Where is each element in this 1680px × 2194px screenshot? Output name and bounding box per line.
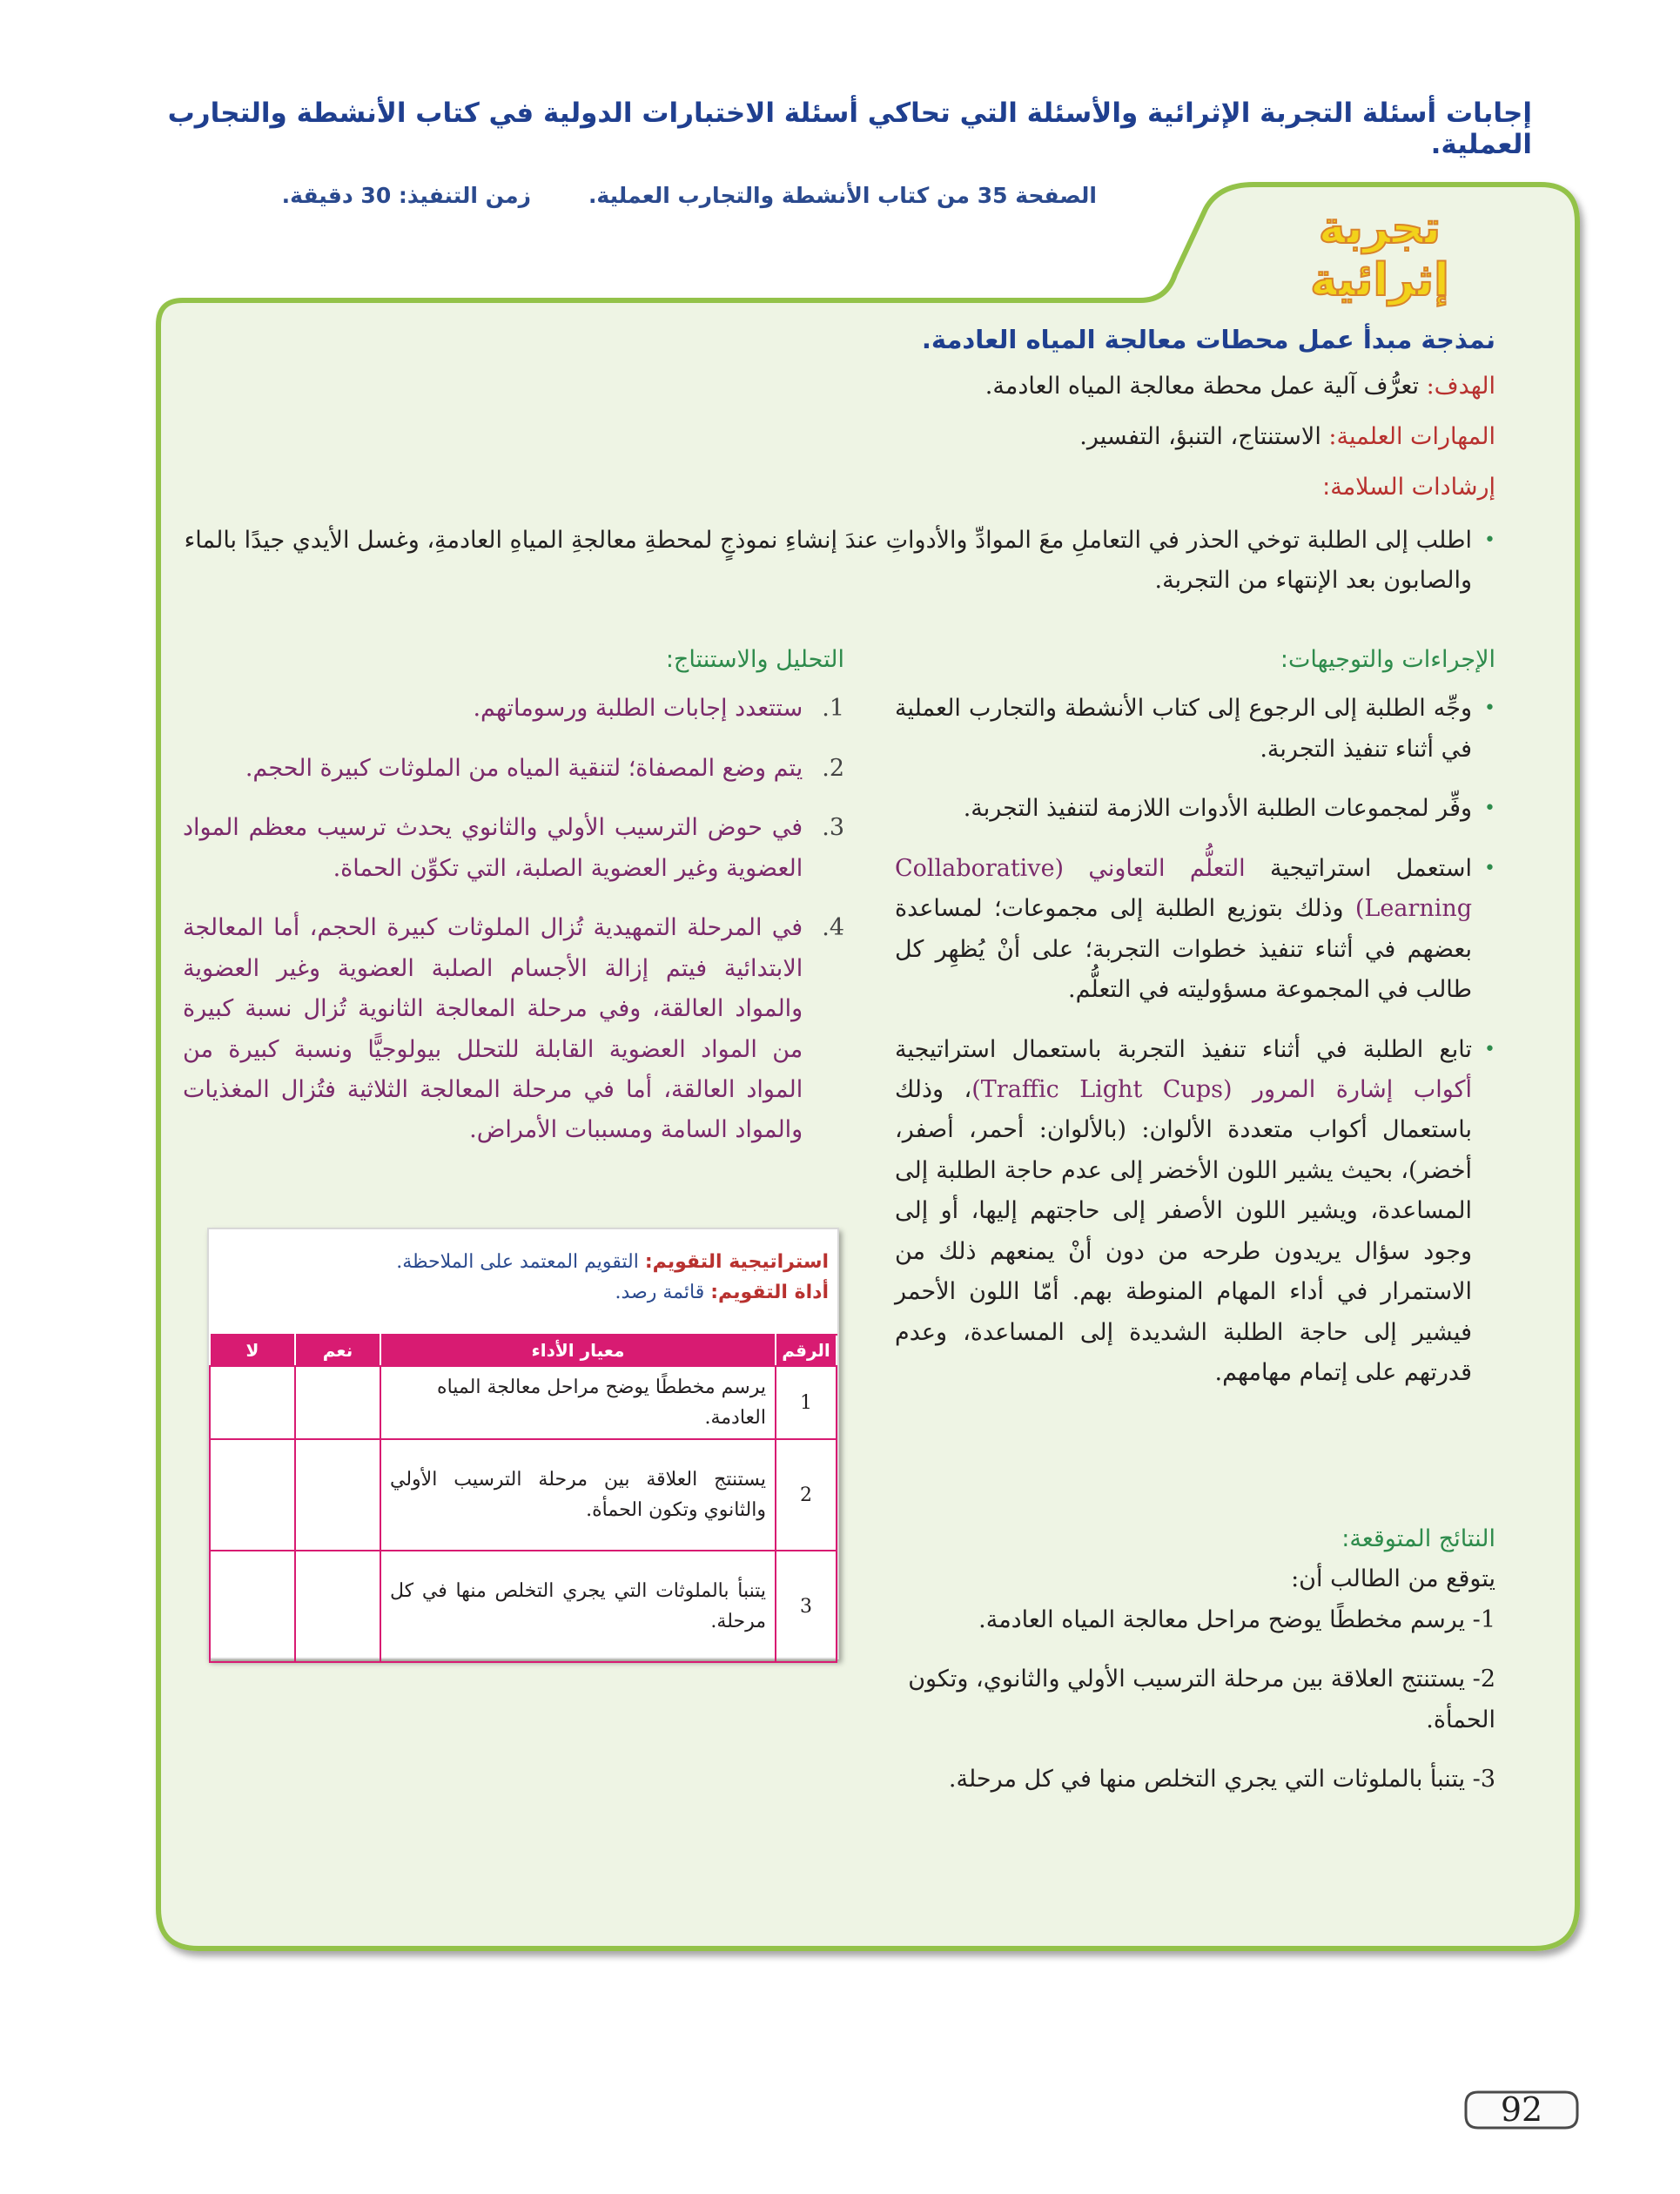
- result-item: 2- يستنتج العلاقة بين مرحلة الترسيب الأولي والثانوي، وتكون الحمأة.: [908, 1666, 1495, 1733]
- results-intro: يتوقع من الطالب أن:: [1291, 1565, 1495, 1593]
- table-row: 3 يتنبأ بالملوثات التي يجري التخلص منها في كل مرحلة.: [210, 1551, 837, 1662]
- yes-cell[interactable]: [295, 1366, 380, 1439]
- table-header-row: [210, 1335, 837, 1366]
- evaluation-box: [207, 1228, 839, 1659]
- procedure-item: • وفِّر لمجموعات الطلبة الأدوات اللازمة لتنفيذ التجربة.: [895, 789, 1495, 829]
- safety-item: [111, 521, 1495, 601]
- strategy-name: التعلُّم التعاوني (Collaborative Learning): [895, 854, 1473, 923]
- bullet-icon: •: [1484, 529, 1495, 551]
- safety-text: اطلب إلى الطلبة توخي الحذر في التعاملِ معَ الموادِّ والأدواتِ عندَ إنشاءِ نموذجٍ لمحطةِ معالجةِ المياهِ العادمةِ، وغسل الأيدي جيدًا بالماء والصابون بعد الإنتهاء من التجربة.: [184, 527, 1473, 594]
- skills-label: المهارات العلمية:: [1328, 423, 1495, 450]
- page-reference: الصفحة 35 من كتاب الأنشطة والتجارب العملية.: [588, 183, 1097, 208]
- analysis-label: التحليل والاستنتاج:: [665, 646, 844, 673]
- goal-line: [985, 373, 1495, 400]
- analysis-column: [183, 640, 844, 1170]
- skills-line: [1079, 423, 1495, 450]
- analysis-item: 3. في حوض الترسيب الأولي والثانوي يحدث ترسيب معظم المواد العضوية وغير العضوية الصلبة، التي تكوِّن الحماة.: [183, 814, 844, 882]
- result-item: 1- يرسم مخططًا يوضح مراحل معالجة المياه العادمة.: [978, 1605, 1495, 1633]
- goal-text: تعرُّف آلية عمل محطة معالجة المياه العادمة.: [984, 373, 1427, 400]
- column-header: نعم: [295, 1335, 380, 1366]
- skills-text: الاستنتاج، التنبؤ، التفسير.: [1079, 423, 1329, 450]
- procedures-column: [895, 640, 1495, 1412]
- page-number: 92: [1500, 2090, 1543, 2129]
- experiment-title: نمذجة مبدأ عمل محطات معالجة المياه العادمة.: [921, 325, 1495, 354]
- table-row: 1 يرسم مخططًا يوضح مراحل معالجة المياه العادمة.: [210, 1366, 837, 1439]
- goal-label: الهدف:: [1426, 373, 1495, 400]
- no-cell[interactable]: [210, 1551, 295, 1662]
- page-header: إجابات أسئلة التجربة الإثرائية والأسئلة التي تحاكي أسئلة الاختبارات الدولية في كتاب الأنشطة والتجارب العملية.: [167, 98, 1532, 160]
- evaluation-tool: أداة التقويم: قائمة رصد.: [615, 1282, 829, 1304]
- checklist-table: [209, 1334, 837, 1663]
- enrichment-experiment-title: تجربة إثرائية: [1310, 202, 1449, 306]
- safety-label: إرشادات السلامة:: [1322, 474, 1495, 501]
- bullet-icon: •: [1484, 857, 1495, 879]
- no-cell[interactable]: [210, 1366, 295, 1439]
- results-label: النتائج المتوقعة:: [1341, 1525, 1495, 1552]
- procedure-item: • وجِّه الطلبة إلى الرجوع إلى كتاب الأنشطة والتجارب العملية في أثناء تنفيذ التجربة.: [895, 689, 1495, 770]
- evaluation-header: [209, 1229, 837, 1308]
- procedure-item: • تابع الطلبة في أثناء تنفيذ التجربة باستعمال استراتيجية أكواب إشارة المرور (Traffic Light Cups)، وذلك باستعمال أكواب متعددة الألوان: (بالألوان: أحمر، أصفر، أخضر)، بحيث يشير اللون الأخضر إلى عدم حاجة الطلبة إلى المساعدة، ويشير اللون الأصفر إلى حاجتهم إليها، أو إلى وجود سؤال يريدون طرحه من دون أنْ يمنعهم ذلك من الاستمرار في أداء المهام المنوطة بهم. أمّا اللون الأحمر فيشير إلى حاجة الطلبة الشديدة إلى المساعدة، وعدم قدرتهم على إتمام مهامهم.: [895, 1030, 1495, 1394]
- results-section: [895, 1519, 1495, 1800]
- column-header: الرقم: [776, 1335, 837, 1366]
- procedures-label: الإجراءات والتوجيهات:: [1280, 646, 1495, 673]
- result-item: 3- يتنبأ بالملوثات التي يجري التخلص منها في كل مرحلة.: [948, 1766, 1495, 1794]
- column-header: معيار الأداء: [380, 1335, 776, 1366]
- bullet-icon: •: [1484, 1038, 1495, 1060]
- analysis-item: 4. في المرحلة التمهيدية تُزال الملوثات كبيرة الحجم، أما المعالجة الابتدائية فيتم إزالة الأجسام الصلبة العضوية وغير العضوية والمواد العالقة، وفي مرحلة المعالجة الثانوية تُزال نسبة كبيرة من المواد العضوية القابلة للتحلل بيولوجيًّا ونسبة كبيرة من المواد العالقة، أما في مرحلة المعالجة الثلاثية فتُزال المغذيات والمواد السامة ومسببات الأمراض.: [183, 914, 844, 1144]
- analysis-item: 2. يتم وضع المصفاة؛ لتنقية المياه من الملوثات كبيرة الحجم.: [245, 754, 844, 782]
- table-row: 2 يستنتج العلاقة بين مرحلة الترسيب الأولي والثانوي وتكون الحمأة.: [210, 1439, 837, 1551]
- evaluation-strategy: استراتيجية التقويم: التقويم المعتمد على الملاحظة.: [396, 1251, 829, 1273]
- bullet-icon: •: [1484, 697, 1495, 720]
- no-cell[interactable]: [210, 1439, 295, 1551]
- bullet-icon: •: [1484, 798, 1495, 820]
- procedure-item: • استعمل استراتيجية التعلُّم التعاوني (Collaborative Learning) وذلك بتوزيع الطلبة إلى مجموعات؛ لمساعدة بعضهم في أثناء تنفيذ خطوات التجربة؛ على أنْ يُظهِر كل طالب في المجموعة مسؤوليته في التعلُّم.: [895, 849, 1495, 1011]
- yes-cell[interactable]: [295, 1551, 380, 1662]
- strategy-name: أكواب إشارة المرور (Traffic Light Cups): [971, 1075, 1473, 1103]
- analysis-item: 1. ستتعدد إجابات الطلبة ورسوماتهم.: [473, 695, 844, 723]
- column-header: لا: [210, 1335, 295, 1366]
- yes-cell[interactable]: [295, 1439, 380, 1551]
- execution-time: زمن التنفيذ: 30 دقيقة.: [281, 183, 531, 208]
